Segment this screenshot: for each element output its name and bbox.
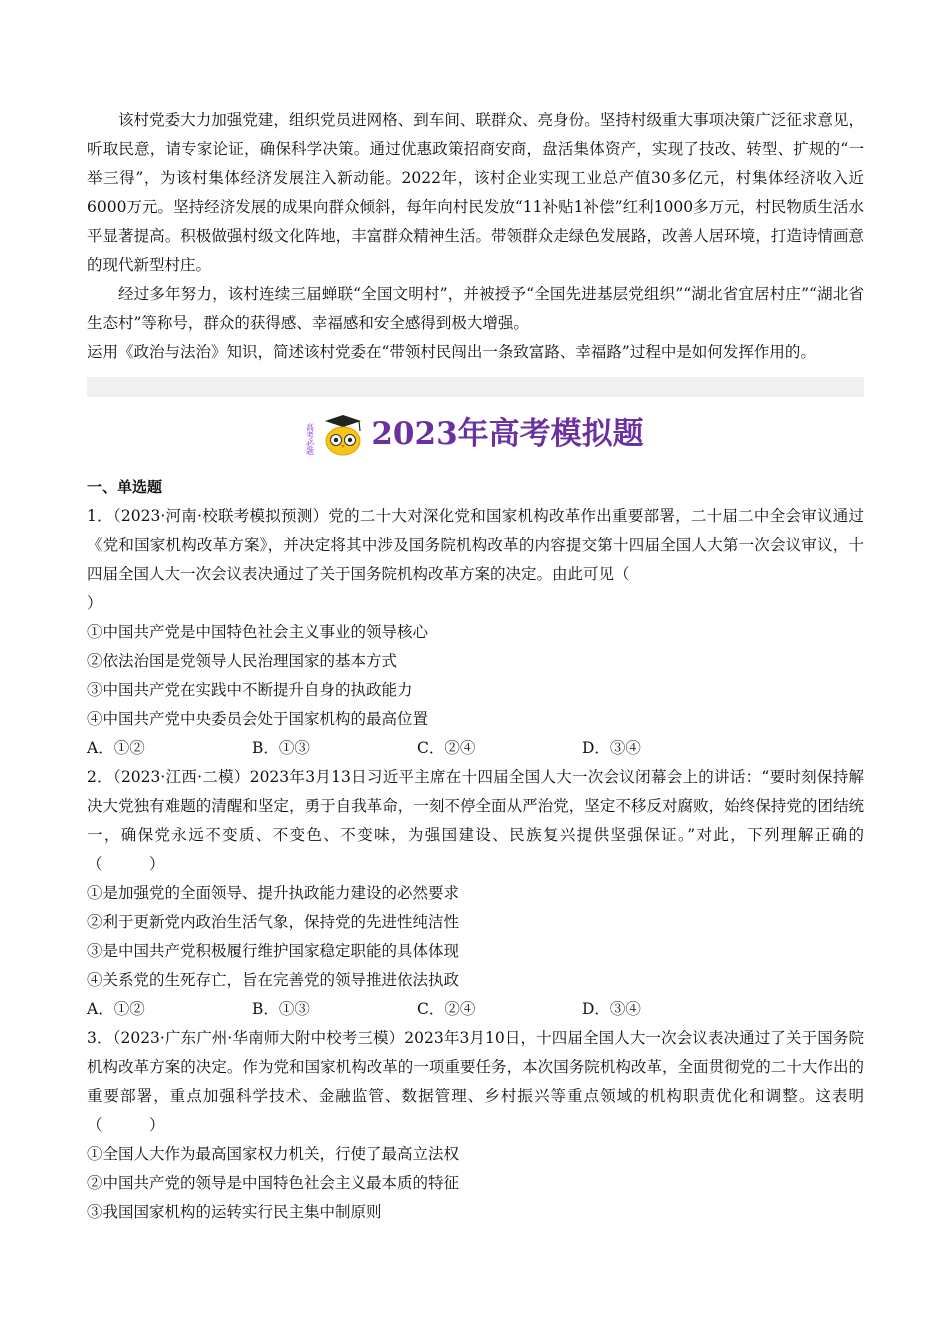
- option-statement: ①全国人大作为最高国家权力机关，行使了最高立法权: [87, 1145, 460, 1163]
- question-stem-tail: ）: [87, 594, 103, 612]
- option-statement: ②依法治国是党领导人民治理国家的基本方式: [87, 652, 398, 670]
- choice-d: D．③④: [582, 1000, 641, 1018]
- separator-band: [87, 377, 864, 397]
- answer-choices: [87, 734, 864, 763]
- option-statement: ③我国国家机构的运转实行民主集中制原则: [87, 1203, 382, 1221]
- choice-d: D．③④: [582, 739, 641, 757]
- section-banner: [87, 399, 864, 469]
- question-2: [87, 763, 864, 1024]
- owl-mascot-icon: [307, 411, 365, 457]
- document-content: [87, 106, 864, 1227]
- section-heading: 一、单选题: [87, 478, 163, 496]
- answer-choices: [87, 995, 864, 1024]
- option-statement: ③中国共产党在实践中不断提升自身的执政能力: [87, 681, 413, 699]
- choice-a: A．①②: [87, 739, 145, 757]
- question-stem: 2．（2023·江西·二模）2023年3月13日习近平主席在十四届全国人大一次会议闭幕会上的讲话：“要时刻保持解决大党独有难题的清醒和坚定，勇于自我革命，一刻不停全面从严治党，坚定不移反对腐败，始终保持党的团结统一，确保党永远不变质、不变色、不变味，为强国建设、民族复兴提供坚强保证。”对此，下列理解正确的（ ）: [87, 768, 864, 873]
- banner-title: 2023年高考模拟题: [371, 415, 644, 452]
- option-statement: ④关系党的生死存亡，旨在完善党的领导推进依法执政: [87, 971, 460, 989]
- choice-b: B．①③: [252, 739, 310, 757]
- choice-c: C．②④: [417, 1000, 476, 1018]
- choice-a: A．①②: [87, 1000, 145, 1018]
- logo-text: 高考必题: [305, 423, 315, 455]
- intro-paragraph-1: 该村党委大力加强党建，组织党员进网格、到车间、联群众、亮身份。坚持村级重大事项决策广泛征求意见，听取民意，请专家论证，确保科学决策。通过优惠政策招商安商，盘活集体资产，实现了技改、转型、扩规的“一举三得”，为该村集体经济发展注入新动能。2022年，该村企业实现工业总产值30多亿元，村集体经济收入近6000万元。坚持经济发展的成果向群众倾斜，每年向村民发放“11补贴1补偿”红利1000多万元，村民物质生活水平显著提高。积极做强村级文化阵地，丰富群众精神生活。带领群众走绿色发展路，改善人居环境，打造诗情画意的现代新型村庄。: [87, 111, 864, 274]
- intro-question: 运用《政治与法治》知识，简述该村党委在“带领村民闯出一条致富路、幸福路”过程中是如何发挥作用的。: [87, 343, 816, 361]
- question-3: [87, 1024, 864, 1227]
- option-statement: ②利于更新党内政治生活气象，保持党的先进性纯洁性: [87, 913, 460, 931]
- choice-c: C．②④: [417, 739, 476, 757]
- question-stem: 3．（2023·广东广州·华南师大附中校考三模）2023年3月10日，十四届全国人大一次会议表决通过了关于国务院机构改革方案的决定。作为党和国家机构改革的一项重要任务，本次国务院机构改革，全面贯彻党的二十大作出的重要部署，重点加强科学技术、金融监管、数据管理、乡村振兴等重点领域的机构职责优化和调整。这表明（ ）: [87, 1029, 864, 1134]
- option-statement: ①中国共产党是中国特色社会主义事业的领导核心: [87, 623, 429, 641]
- intro-paragraph-2: 经过多年努力，该村连续三届蝉联“全国文明村”，并被授予“全国先进基层党组织”“湖北省宜居村庄”“湖北省生态村”等称号，群众的获得感、幸福感和安全感得到极大增强。: [87, 285, 864, 332]
- option-statement: ③是中国共产党积极履行维护国家稳定职能的具体体现: [87, 942, 460, 960]
- choice-b: B．①③: [252, 1000, 310, 1018]
- question-1: [87, 502, 864, 763]
- option-statement: ②中国共产党的领导是中国特色社会主义最本质的特征: [87, 1174, 460, 1192]
- option-statement: ④中国共产党中央委员会处于国家机构的最高位置: [87, 710, 429, 728]
- option-statement: ①是加强党的全面领导、提升执政能力建设的必然要求: [87, 884, 460, 902]
- question-stem: 1．（2023·河南·校联考模拟预测）党的二十大对深化党和国家机构改革作出重要部署，二十届二中全会审议通过《党和国家机构改革方案》，并决定将其中涉及国务院机构改革的内容提交第十四届全国人大第一次会议审议，十四届全国人大一次会议表决通过了关于国务院机构改革方案的决定。由此可见（: [87, 507, 864, 583]
